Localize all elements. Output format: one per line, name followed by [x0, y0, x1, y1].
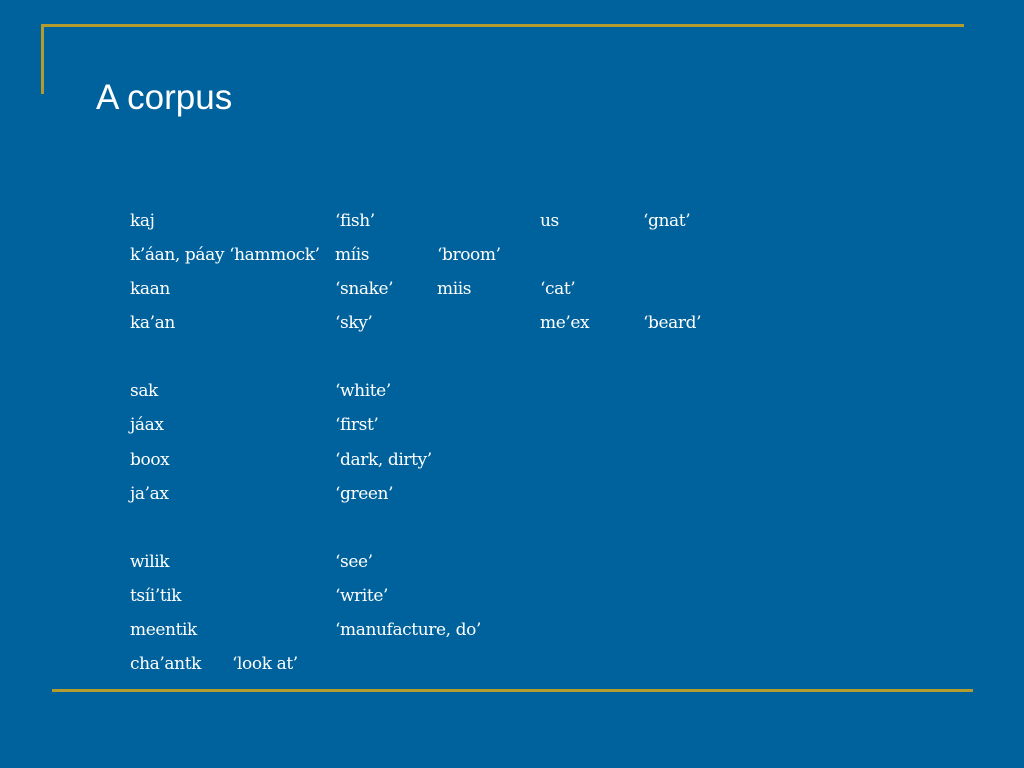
- frame-bottom-rule: [52, 689, 973, 692]
- corpus-word: wilik: [130, 552, 170, 572]
- corpus-gloss: ‘see’: [335, 552, 373, 572]
- frame-top-rule: [41, 24, 964, 27]
- corpus-word: ka’an: [130, 313, 175, 333]
- corpus-word: sak: [130, 381, 158, 401]
- corpus-gloss: ‘first’: [335, 415, 379, 435]
- corpus-word: meentik: [130, 620, 197, 640]
- corpus-gloss: ‘write’: [335, 586, 389, 606]
- corpus-word: k’áan, páay ‘hammock’: [130, 245, 320, 265]
- frame-left-rule: [41, 24, 44, 94]
- corpus-word: míis: [335, 245, 370, 265]
- corpus-word: ja’ax: [130, 484, 169, 504]
- corpus-gloss: ‘sky’: [335, 313, 373, 333]
- corpus-word: miis: [437, 279, 472, 299]
- corpus-word: me’ex: [540, 313, 590, 333]
- corpus-gloss: ‘beard’: [643, 313, 702, 333]
- corpus-word: kaan: [130, 279, 170, 299]
- corpus-word: us: [540, 211, 559, 231]
- corpus-gloss: ‘green’: [335, 484, 394, 504]
- corpus-gloss: ‘gnat’: [643, 211, 691, 231]
- corpus-gloss: ‘cat’: [540, 279, 576, 299]
- corpus-word: boox: [130, 450, 170, 470]
- corpus-word: kaj: [130, 211, 155, 231]
- corpus-gloss: ‘white’: [335, 381, 391, 401]
- corpus-gloss: ‘snake’: [335, 279, 394, 299]
- corpus-gloss: ‘fish’: [335, 211, 375, 231]
- slide-title: A corpus: [96, 78, 233, 117]
- corpus-gloss: ‘broom’: [437, 245, 501, 265]
- corpus-gloss: ‘look at’: [232, 654, 298, 674]
- corpus-gloss: ‘manufacture, do’: [335, 620, 482, 640]
- corpus-word: jáax: [130, 415, 164, 435]
- corpus-word: cha’antk: [130, 654, 202, 674]
- corpus-gloss: ‘dark, dirty’: [335, 450, 432, 470]
- corpus-word: tsíi’tik: [130, 586, 182, 606]
